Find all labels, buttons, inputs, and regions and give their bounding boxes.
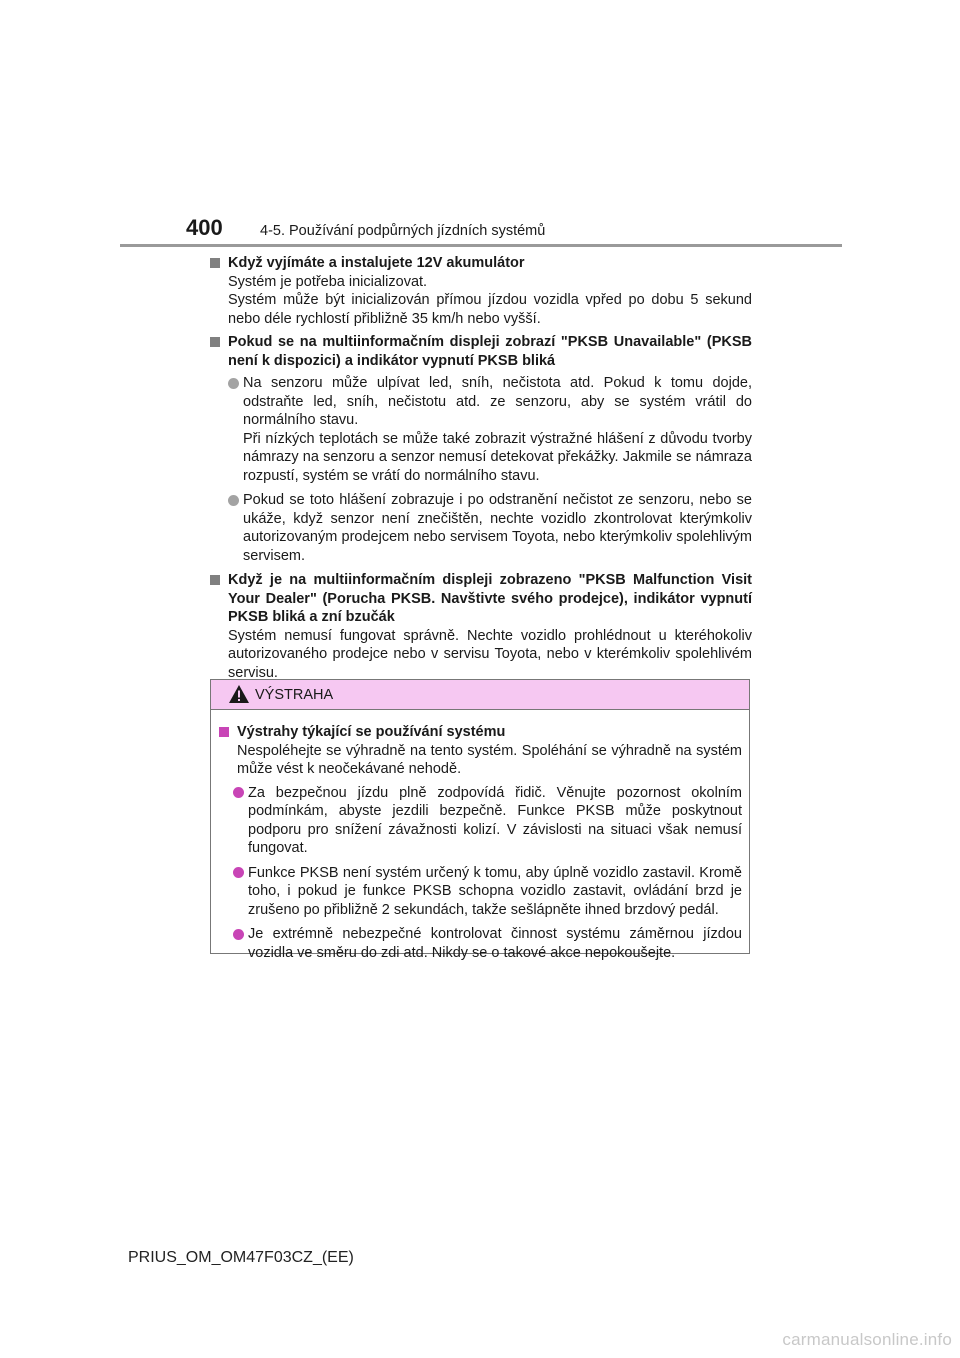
warning-triangle-icon — [228, 684, 250, 704]
paragraph: Při nízkých teplotách se může také zobrazit výstražné hlášení z důvodu tvorby námrazy na senzoru a senzor nemusí detekovat překážky. Jakmile se námraza rozpustí, systém se vrátí do normálního stavu. — [243, 430, 752, 484]
warning-intro-wrap — [237, 742, 742, 779]
circle-bullet-icon — [233, 867, 244, 878]
square-bullet-icon — [210, 575, 220, 585]
header-divider — [120, 244, 842, 247]
paragraph: Za bezpečnou jízdu plně zodpovídá řidič. Věnujte pozornost okolním podmínkám, abyste jezdili bezpečně. Funkce PKSB může poskytnout podporu pro snížení závažnosti kolizí. V závislosti na situaci však nemusí fungovat. — [248, 784, 742, 856]
warning-section — [219, 723, 742, 779]
page-number: 400 — [186, 215, 223, 240]
circle-bullet-icon — [228, 495, 239, 506]
square-bullet-icon — [219, 727, 229, 737]
paragraph: Na senzoru může ulpívat led, sníh, nečistota atd. Pokud k tomu dojde, odstraňte led, sníh, nečistotu atd. ze senzoru, aby se systém vrátil do normálního stavu. — [243, 375, 752, 428]
section-body — [228, 273, 752, 329]
circle-bullet-icon — [228, 378, 239, 389]
section-body — [228, 627, 752, 683]
section-pksb-malfunction — [210, 571, 752, 682]
circle-bullet-icon — [233, 929, 244, 940]
paragraph: Systém nemusí fungovat správně. Nechte vozidlo prohlédnout u kteréhokoliv autorizovaného prodejce nebo v servisu Toyota, nebo v kterémkoliv spolehlivém servisu. — [228, 627, 752, 681]
square-bullet-icon — [210, 337, 220, 347]
square-bullet-icon — [210, 258, 220, 268]
section-title: Když je na multiinformačním displeji zobrazeno "PKSB Malfunction Visit Your Dealer" (Porucha PKSB. Navštivte svého prodejce), indikátor vypnutí PKSB bliká a zní bzučák — [228, 572, 752, 625]
paragraph: Funkce PKSB není systém určený k tomu, aby úplně vozidlo zastavil. Kromě toho, i pokud je funkce PKSB schopna vozidlo zastavit, ovládání brzd je zrušeno po přibližně 2 sekundách, takže sešlápněte ihned brzdový pedál. — [248, 864, 742, 918]
chapter-title: 4-5. Používání podpůrných jízdních systémů — [260, 223, 546, 239]
warning-section-title: Výstrahy týkající se používání systému — [237, 724, 506, 740]
warning-intro: Nespoléhejte se výhradně na tento systém. Spoléhání se výhradně na systém může vést k neočekávané nehodě. — [237, 742, 742, 777]
warning-box — [210, 679, 750, 961]
paragraph: Je extrémně nebezpečné kontrolovat činnost systému záměrnou jízdou vozidla ve směru do zdi atd. Nikdy se o takové akce nepokoušejte. — [248, 926, 742, 961]
section-12v-battery — [210, 254, 752, 328]
warning-list-item — [233, 864, 742, 920]
paragraph: Systém může být inicializován přímou jízdou vozidla vpřed po dobu 5 sekund nebo déle rychlostí přibližně 35 km/h nebo vyšší. — [228, 292, 752, 327]
document-code: PRIUS_OM_OM47F03CZ_(EE) — [128, 1249, 354, 1266]
section-title: Pokud se na multiinformačním displeji zobrazí "PKSB Unavailable" (PKSB není k dispozici) a indikátor vypnutí PKSB bliká — [228, 334, 752, 369]
section-title: Když vyjímáte a instalujete 12V akumulátor — [228, 255, 525, 271]
main-content — [210, 254, 752, 687]
warning-body — [211, 710, 749, 962]
warning-list-item — [233, 925, 742, 962]
warning-header — [211, 680, 749, 710]
section-pksb-unavailable — [210, 333, 752, 565]
warning-label: VÝSTRAHA — [255, 687, 334, 703]
paragraph: Systém je potřeba inicializovat. — [228, 273, 428, 290]
paragraph: Pokud se toto hlášení zobrazuje i po odstranění nečistot ze senzoru, nebo se ukáže, když senzor není znečištěn, nechte vozidlo zkontrolovat kterýmkoliv autorizovaným prodejcem nebo servisem Toyota, nebo kterýmkoliv spolehlivým servisem. — [243, 492, 752, 564]
list-item — [228, 491, 752, 565]
watermark: carmanualsonline.info — [782, 1330, 952, 1349]
list-item — [228, 374, 752, 485]
circle-bullet-icon — [233, 787, 244, 798]
warning-list-item — [233, 784, 742, 858]
